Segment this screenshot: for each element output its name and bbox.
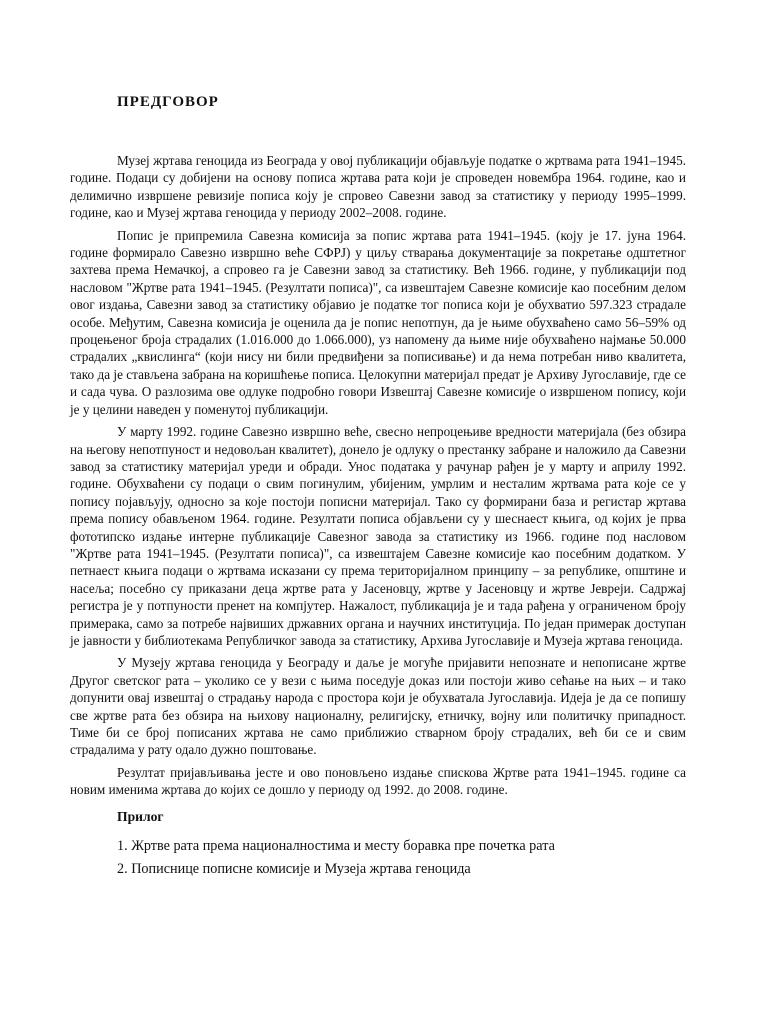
appendix-section bbox=[117, 807, 717, 881]
paragraph-4: У Музеју жртава геноцида у Београду и даље је могуће пријавити непознате и непописане жртве Другог светског рата – уколико се у вези с њима поседује доказ или постоји живо сећање на њих – и тако допунити овај извештај о страдању народа с простора који је обухватала Југославија. Идеја је да се попишу све жртве рата без обзира на њихову националну, религијску, етничку, војну или политичку припадност. Тиме би се број пописаних жртава не само приближио стварном броју страдалих, већ би се и свим страдалима у рату одало дужно поштовање. bbox=[70, 655, 686, 758]
document-title: ПРЕДГОВОР bbox=[117, 94, 219, 110]
appendix-title: Прилог bbox=[117, 809, 164, 824]
appendix-item-2: 2. Пописнице пописне комисије и Музеја жртава геноцида bbox=[117, 861, 471, 877]
paragraph-3: У марту 1992. године Савезно извршно веће, свесно непроцењиве вредности материјала (без обзира на његову непотпуност и недовољан квалитет), донело је одлуку о престанку забране и наложило да Савезни завод за статистику материјал уреди и обради. Унос података у рачунар рађен је у марту и априлу 1992. године. Обухваћени су подаци о свим погинулим, убијеним, умрлим и несталим жртвама рата које се у попису појављују, односно за које постоји пописни материјал. Тако су формирани база и регистар жртава према попису обављеном 1964. године. Резултати пописа објављени су у шеснаест књига, од којих је прва фототипско издање интерне публикације Савезног завода за статистику из 1966. године под насловом "Жртве рата 1941–1945. (Резултати пописа)", са извештајем Савезне комисије као посебним додатком. У петнаест књига подаци о жртвама исказани су према територијалном принципу – за републике, општине и насеља; посебно су приказани деца жртве рата у Јасеновцу, жртве у Јасеновцу и жртве Јевреји. Садржај регистра је у потпуности пренет на компјутер. Нажалост, публикација је и тада рађена у ограниченом броју примерака, само за потребе највиших државних органа и научних институција. По један примерак доступан је јавности у библиотекама Републичког завода за статистику, Архива Југославије и Музеја жртава геноцида. bbox=[70, 424, 686, 648]
paragraph-5: Резултат пријављивања јесте и ово поновљено издање спискова Жртве рата 1941–1945. године са новим именима жртава до којих се дошло у периоду од 1992. до 2008. године. bbox=[70, 764, 686, 798]
paragraph-1: Музеј жртава геноцида из Београда у овој публикацији објављује податке о жртвама рата 1941–1945. године. Подаци су добијени на основу пописа жртава рата који је спроведен новембра 1964. године, као и делимично извршене ревизије пописа коју је спровео Савезни завод за статистику у периоду 1995–1999. године, као и Музеј жртава геноцида у периоду 2002–2008. године. bbox=[70, 153, 686, 221]
appendix-item-1: 1. Жртве рата према националностима и месту боравка пре почетка рата bbox=[117, 838, 555, 854]
document-body bbox=[70, 152, 686, 804]
paragraph-2: Попис је припремила Савезна комисија за попис жртава рата 1941–1945. (коју је 17. јуна 1964. године формирало Савезно извршно веће СФРЈ) у циљу стварања документације за покретање одштетног захтева према Немачкој, а спровео га је Савезни завод за статистику. Већ 1966. године, у публикацији под насловом "Жртве рата 1941–1945. (Резултати пописа)", са извештајем Савезне комисије као посебним делом овог издања, Савезни завод за статистику објавио је податке тог пописа који је обухватио 597.323 страдале особе. Међутим, Савезна комисија је оценила да је попис непотпун, да је њиме обухваћено само 56–59% од процењеног броја страдалих (1.016.000 до 1.066.000), уз напомену да њиме није обухваћено најмање 50.000 страдалих „квислинга“ (који нису ни били предвиђени за пописивање) и да нема потребан ниво квалитета, тако да је стављена забрана на коришћење пописа. Целокупни материјал предат је Архиву Југославије, где се и сада чува. О разлозима ове одлуке подробно говори Извештај Савезне комисије о извршеном попису, који је у целини наведен у поменутој публикацији. bbox=[70, 227, 686, 417]
